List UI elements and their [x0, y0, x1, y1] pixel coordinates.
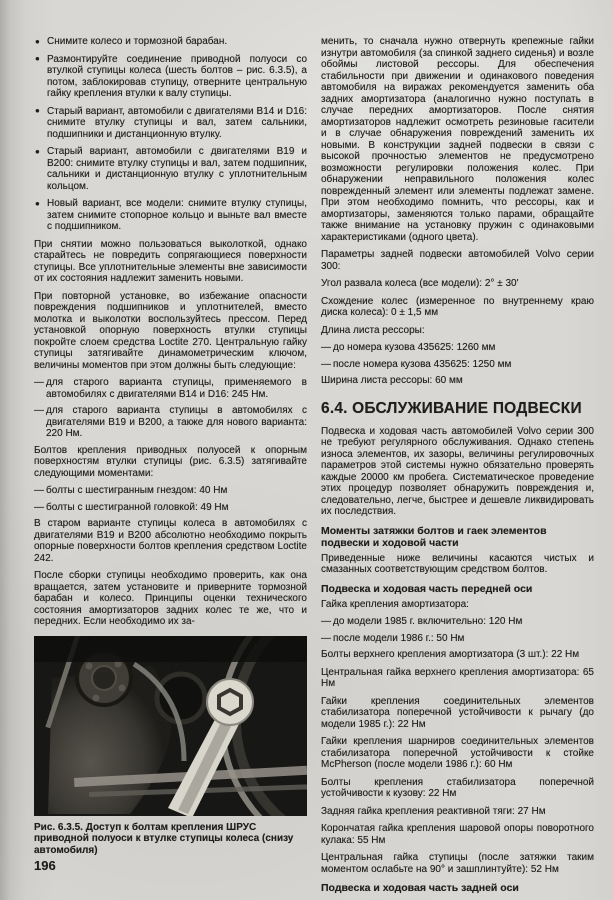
dash-item: [34, 377, 307, 400]
section-heading: 6.4. ОБСЛУЖИВАНИЕ ПОДВЕСКИ: [321, 399, 582, 417]
two-column-layout: [34, 36, 594, 898]
bullet-item: [34, 198, 307, 233]
bullet-marker: ●: [35, 106, 40, 115]
dash-marker: —: [34, 485, 44, 496]
item-text: Старый вариант, автомобили с двигателями B19 и B200: снимите втулку ступицы и вал, затем подшипник, сальники и дистанционную втулку с уплотнительным кольцом.: [47, 146, 307, 192]
dash-item: [321, 633, 594, 645]
dash-marker: —: [34, 405, 44, 416]
figure-caption: Рис. 6.3.5. Доступ к болтам крепления ШРУС приводной полуоси к втулке ступицы колеса (снизу автомобиля): [34, 821, 294, 856]
dash-marker: —: [34, 377, 44, 388]
paragraph: Приведенные ниже величины касаются чистых и смазанных соответствующим средством болтов.: [321, 552, 594, 575]
paragraph: менить, то сначала нужно отвернуть крепежные гайки изнутри автомобиля (за спинкой заднего сиденья) и возле обоймы листовой рессоры. Для обеспечения стабильности при движении и одинакового поведения автомобиля на виражах рекомендуется заменить оба задних амортизатора (аналогично нужно поступать в случае передних амортизаторов. После снятия амортизаторов надлежит осмотреть резиновые гасители и в случае обнаружения повреждений заменить их новыми. В конструкции задней подвески в связи с высокой прочностью элементов не предусмотрено возможности регулировки положения колес. При обнаружении неправильного положения колес поврежденный элемент или элементы подлежат замене. При этом необходимо помнить, что рессоры, как и амортизаторы, заменяются только парами, обращайте также внимание на установку пружин с одинаковыми характеристиками (одного цвета).: [321, 36, 594, 243]
paragraph: Подвеска и ходовая часть автомобилей Volvo серии 300 не требуют регулярного обслуживания. Однако степень износа элементов, их зазоры, величины регулировочных параметров этой системы нужно обязательно проверять каждые 20000 км пробега. Систематическое проведение этих процедур позволяет обнаружить повреждения и, следовательно, легче, быстрее и дешевле ликвидировать их последствия.: [321, 425, 594, 517]
dash-item: [321, 616, 594, 628]
dash-item: [34, 405, 307, 440]
sub-heading: Подвеска и ходовая часть задней оси: [321, 882, 519, 894]
page-number: 196: [34, 858, 56, 873]
bullet-marker: ●: [35, 146, 40, 156]
paragraph: Ширина листа рессоры: 60 мм: [321, 375, 463, 386]
sub-heading: Моменты затяжки болтов и гаек элементов подвески и ходовой части: [321, 524, 547, 549]
paragraph: При повторной установке, во избежание опасности повреждения подшипников и уплотнителей, вместо молотка и выколотки воспользуйтесь прессом. Перед установкой опорную поверхность втулки ступицы покройте слоем средства Loctite 270. Центральную гайку ступицы затягивайте динамометрическим ключом, величины моментов при этом должны быть следующие:: [34, 290, 307, 371]
item-text: Старый вариант, автомобили с двигателями B14 и D16: снимите втулку ступицы и вал, затем сальники, подшипники и дистанционную втулку.: [47, 105, 307, 140]
paragraph: При снятии можно пользоваться выколоткой, однако старайтесь не повредить сопрягающиеся поверхности ступицы. Все уплотнительные элементы вне зависимости от их состояния надлежит заменить новыми.: [34, 238, 307, 284]
dash-item: [34, 502, 307, 514]
left-column: [34, 36, 307, 898]
item-text: Размонтируйте соединение приводной полуоси со втулкой ступицы колеса (шесть болтов – рис. 6.3.5), а потом, заблокировав ступицу, отверните центральную гайку крепления втулки к валу ступицы.: [47, 53, 307, 99]
item-text: болты с шестигранным гнездом: 40 Нм: [46, 485, 228, 496]
dash-marker: —: [321, 358, 331, 370]
dash-item: [34, 485, 307, 497]
item-text: до модели 1985 г. включительно: 120 Нм: [333, 616, 523, 627]
item-text: Новый вариант, все модели: снимите втулку ступицы, затем снимите стопорное кольцо и выньте вал вместе с подшипником.: [47, 198, 307, 232]
paragraph: В старом варианте ступицы колеса в автомобилях с двигателями B19 и B200 абсолютно необходимо покрыть опорные поверхности болтов крепления средством Loctite 242.: [34, 518, 307, 564]
paragraph: Угол развала колеса (все модели): 2° ± 30': [321, 278, 519, 289]
paragraph: Центральная гайка ступицы (после затяжки таким моментом ослабьте на 90° и зашплинтуйте): 52 Нм: [321, 852, 594, 875]
right-column: [321, 36, 594, 898]
bullet-item: [34, 146, 307, 192]
item-text: для старого варианта ступицы, применяемого в автомобилях с двигателями B14 и D16: 245 Нм.: [46, 377, 307, 400]
paragraph: Гайки крепления соединительных элементов стабилизатора поперечной устойчивости к рычагу (до модели 1985 г.): 22 Нм: [321, 695, 594, 730]
paragraph: Корончатая гайка крепления шаровой опоры поворотного кулака: 55 Нм: [321, 823, 594, 846]
item-text: Снимите колесо и тормозной барабан.: [47, 36, 228, 47]
film-grain: [34, 636, 307, 816]
dash-marker: —: [321, 342, 331, 353]
figure-6-3-5: [34, 636, 307, 857]
item-text: для старого варианта ступицы в автомобилях с двигателями B19 и B200, а также для нового варианта: 220 Нм.: [46, 405, 307, 439]
sub-heading: Подвеска и ходовая часть передней оси: [321, 582, 533, 595]
item-text: после модели 1986 г.: 50 Нм: [333, 632, 465, 644]
paragraph: Длина листа рессоры:: [321, 324, 425, 336]
bullet-marker: ●: [35, 36, 40, 46]
paragraph: Болты верхнего крепления амортизатора (3 шт.): 22 Нм: [321, 649, 580, 660]
bullet-item: [34, 54, 307, 100]
item-text: до номера кузова 435625: 1260 мм: [333, 342, 496, 353]
undercar-photo: [34, 636, 307, 816]
item-text: после номера кузова 435625: 1250 мм: [333, 358, 512, 370]
bullet-item: [34, 106, 307, 141]
bullet-marker: ●: [35, 54, 40, 63]
paragraph: Схождение колес (измеренное по внутреннему краю диска колеса): 0 ± 1,5 мм: [321, 295, 594, 318]
paragraph: Гайка крепления амортизатора:: [321, 598, 469, 610]
dash-marker: —: [34, 501, 44, 513]
dash-marker: —: [321, 616, 331, 627]
dash-item: [321, 359, 594, 371]
paragraph: Параметры задней подвески автомобилей Volvo серии 300:: [321, 249, 594, 272]
paragraph: После сборки ступицы необходимо проверить, как она вращается, затем установите и приверните тормозной барабан и колесо. Принципы оценки технического состояния амортизаторов задних колес те же, что и передних. Если необходимо их за-: [34, 570, 307, 627]
paragraph: Центральная гайка верхнего крепления амортизатора: 65 Нм: [321, 666, 594, 689]
paragraph: Болтов крепления приводных полуосей к опорным поверхностям втулки ступицы (рис. 6.3.5) затягивайте следующими моментами:: [34, 444, 307, 479]
paragraph: Болты крепления стабилизатора поперечной устойчивости к кузову: 22 Нм: [321, 776, 594, 799]
paragraph: Гайки крепления шарниров соединительных элементов стабилизатора поперечной устойчивости к стойке McPherson (после модели 1986 г.): 60 Нм: [321, 736, 594, 770]
dash-marker: —: [321, 632, 331, 644]
bullet-item: [34, 36, 307, 48]
dash-item: [321, 342, 594, 354]
paragraph: Задняя гайка крепления реактивной тяги: 27 Нм: [321, 805, 546, 817]
bullet-marker: ●: [35, 198, 40, 208]
item-text: болты с шестигранной головкой: 49 Нм: [46, 501, 229, 513]
